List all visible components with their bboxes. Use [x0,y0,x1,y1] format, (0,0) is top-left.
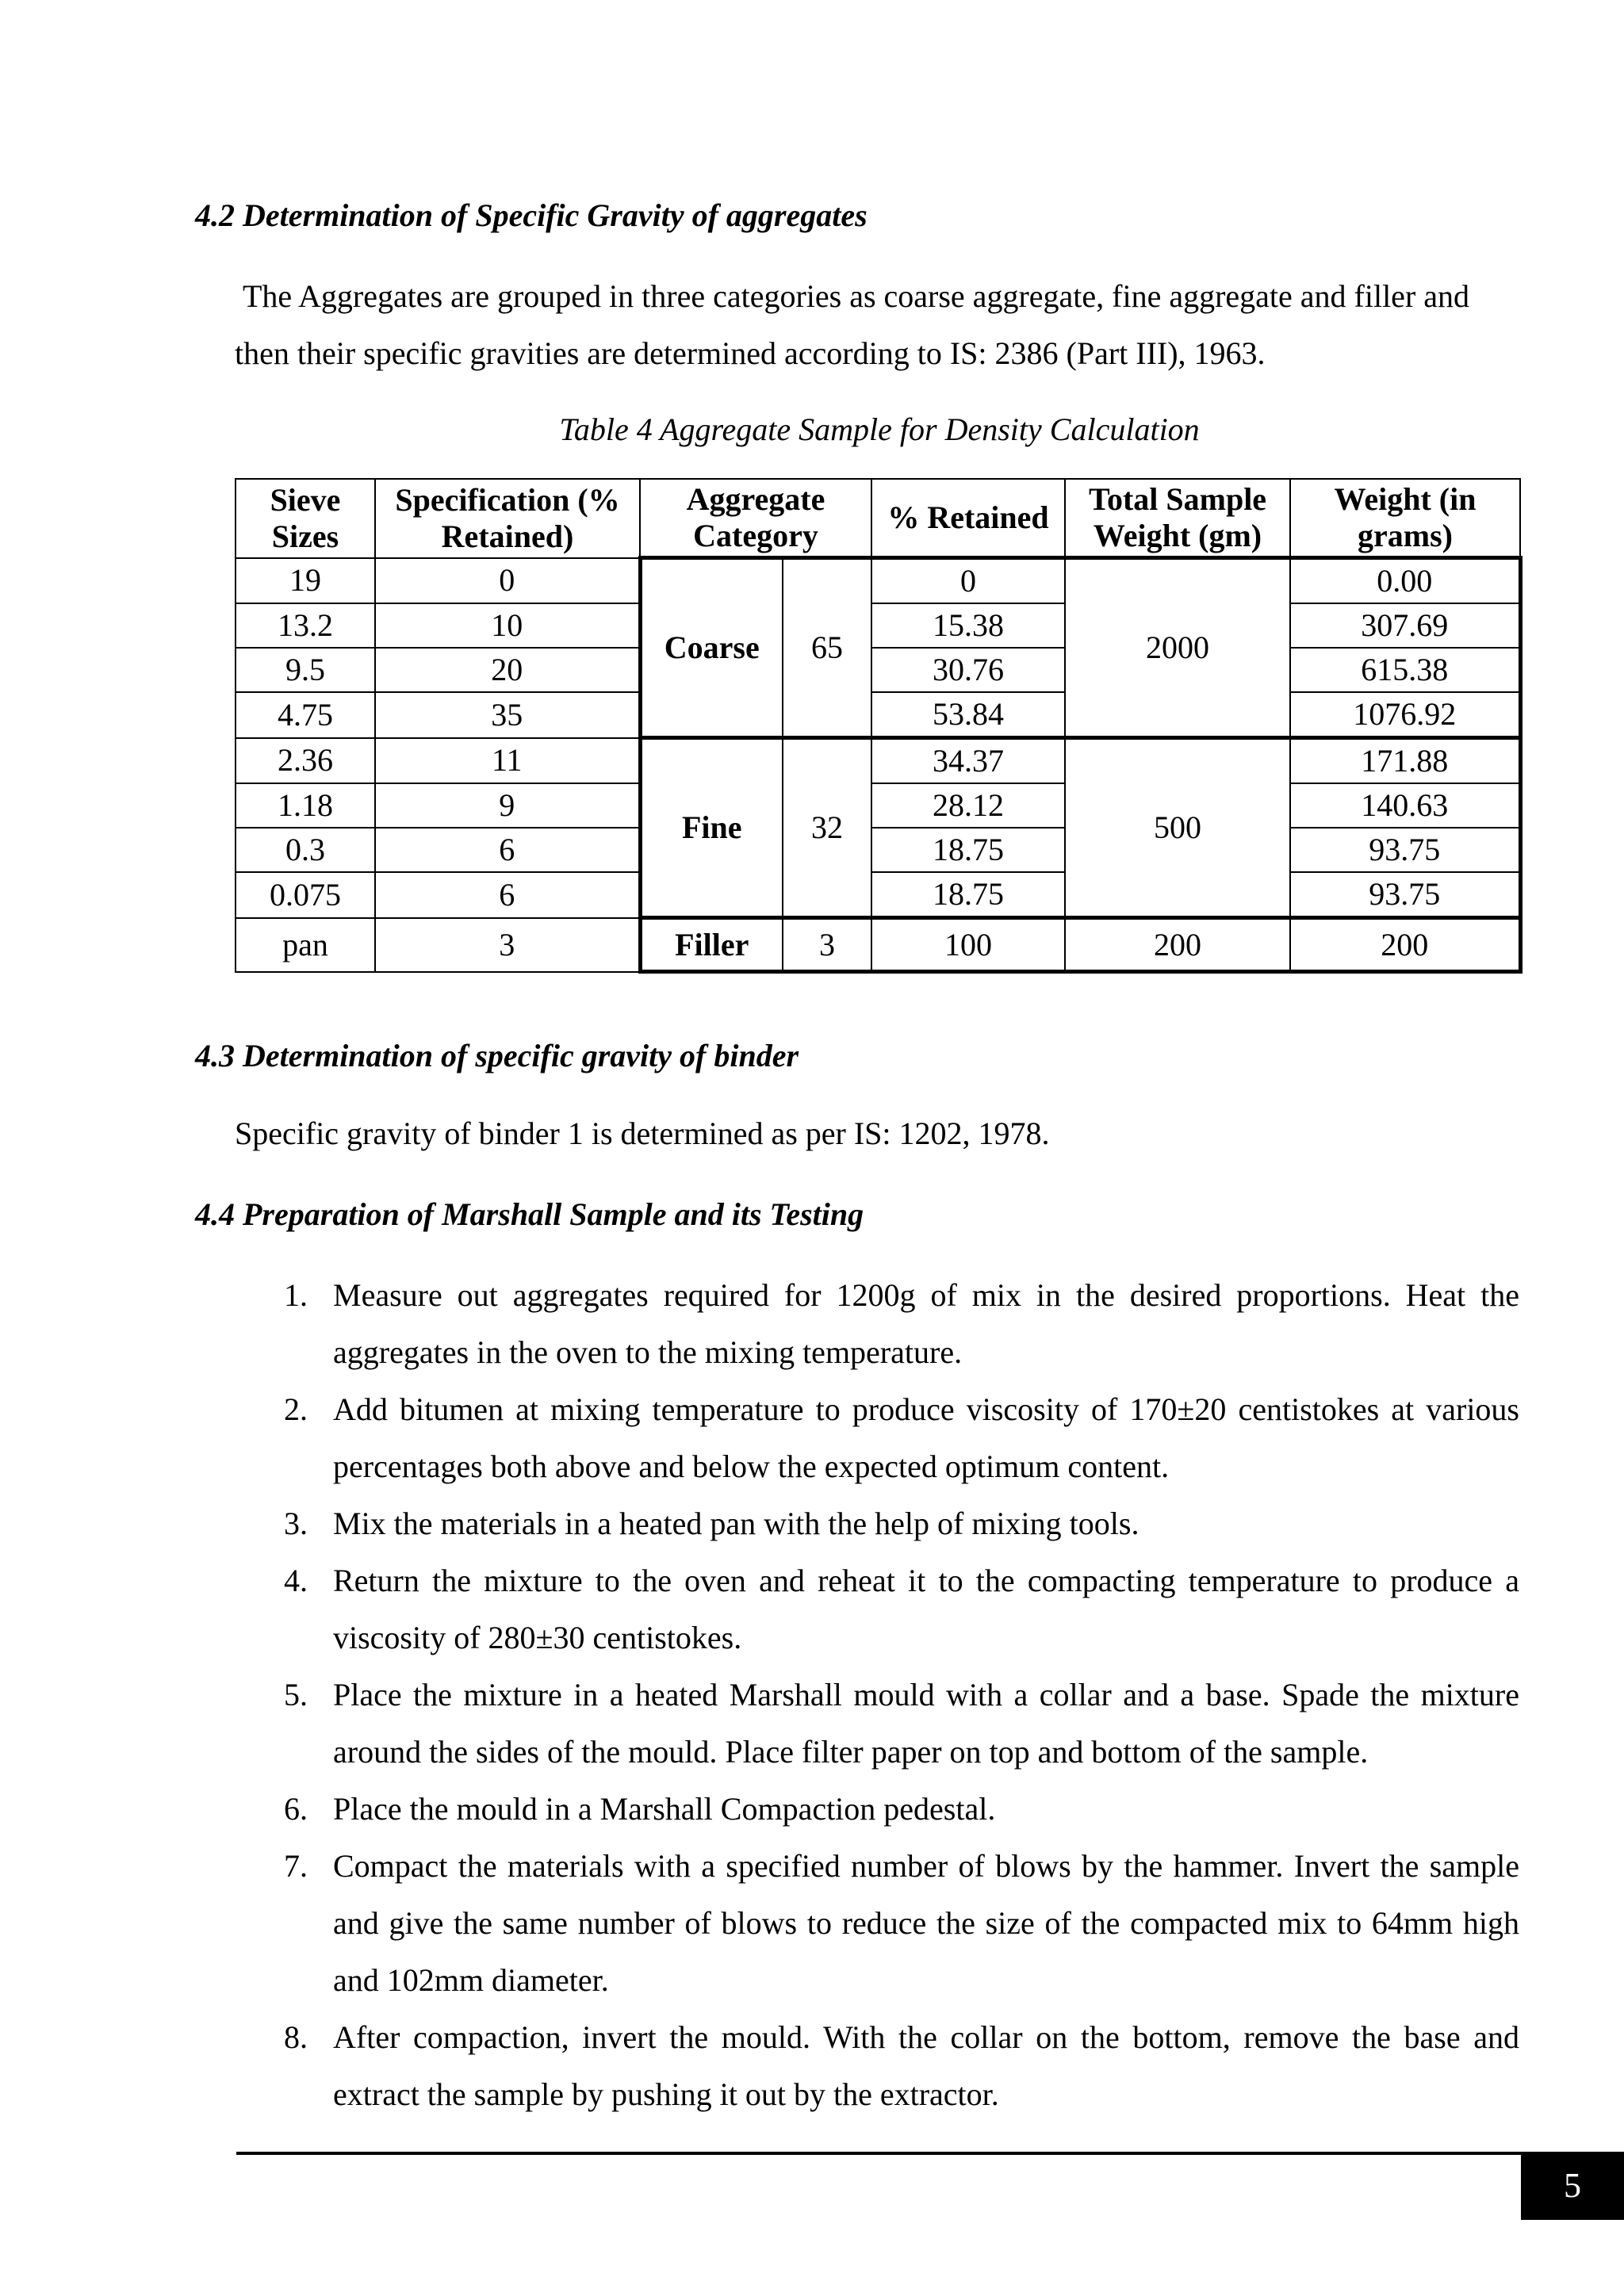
spec-cell: 6 [375,872,640,918]
weight-cell: 93.75 [1290,872,1520,918]
sieve-cell: pan [236,918,375,972]
sieve-cell: 4.75 [236,692,375,738]
step-number: 5. [284,1677,308,1712]
list-item [284,1267,1519,1381]
list-item [284,2009,1519,2123]
spec-cell: 3 [375,918,640,972]
section-4-2-line-1: The Aggregates are grouped in three categories as coarse aggregate, fine aggregate and filler and [243,278,1470,314]
filler-label-cell: Filler [640,918,783,972]
weight-cell: 1076.92 [1290,692,1520,738]
filler-percent-cell: 3 [783,918,871,972]
sieve-cell: 0.075 [236,872,375,918]
step-number: 2. [284,1391,308,1427]
table-row [236,603,1520,648]
weight-cell: 0.00 [1290,558,1520,604]
table-row [236,558,1520,604]
retained-cell: 28.12 [871,783,1065,828]
weight-cell: 307.69 [1290,603,1520,648]
marshall-steps-list [284,1267,1519,2123]
section-4-4-heading: 4.4 Preparation of Marshall Sample and its Testing [195,1196,864,1232]
list-item [284,1781,1519,1838]
table-header-row [236,479,1520,558]
retained-cell: 100 [871,918,1065,972]
step-text: Place the mould in a Marshall Compaction pedestal. [333,1791,996,1827]
section-4-3-heading: 4.3 Determination of specific gravity of binder [195,1038,799,1073]
retained-cell: 30.76 [871,648,1065,692]
table-row [236,648,1520,692]
step-text: Place the mixture in a heated Marshall mould with a collar and a base. Spade the mixture around the sides of the mould. Place filter paper on top and bottom of the sample. [333,1677,1519,1770]
section-4-3-paragraph: Specific gravity of binder 1 is determined as per IS: 1202, 1978. [235,1115,1050,1151]
header-weight: Weight (in grams) [1290,479,1520,558]
sieve-cell: 2.36 [236,738,375,784]
step-text: Add bitumen at mixing temperature to produce viscosity of 170±20 centistokes at various percentages both above and below the expected optimum content. [333,1391,1519,1484]
sieve-cell: 1.18 [236,783,375,828]
table-row [236,918,1520,972]
header-specification: Specification (% Retained) [375,479,640,558]
step-number: 8. [284,2019,308,2055]
step-text: Return the mixture to the oven and reheat it to the compacting temperature to produce a viscosity of 280±30 centistokes. [333,1563,1519,1655]
step-number: 6. [284,1791,308,1827]
coarse-percent-cell: 65 [783,558,871,738]
spec-cell: 10 [375,603,640,648]
list-item [284,1838,1519,2009]
step-text: Compact the materials with a specified number of blows by the hammer. Invert the sample and give the same number of blows to reduce the size of the compacted mix to 64mm high and 102mm diameter. [333,1848,1519,1998]
sieve-cell: 9.5 [236,648,375,692]
spec-cell: 9 [375,783,640,828]
header-aggregate-category: Aggregate Category [640,479,871,558]
footer-rule [236,2152,1521,2155]
list-item [284,1381,1519,1495]
list-item [284,1667,1519,1781]
sieve-cell: 19 [236,558,375,604]
section-4-2-paragraph [235,268,1519,382]
spec-cell: 6 [375,828,640,872]
retained-cell: 34.37 [871,738,1065,784]
spec-cell: 11 [375,738,640,784]
retained-cell: 15.38 [871,603,1065,648]
retained-cell: 18.75 [871,828,1065,872]
step-text: After compaction, invert the mould. With the collar on the bottom, remove the base and extract the sample by pushing it out by the extractor. [333,2019,1519,2112]
header-percent-retained: % Retained [871,479,1065,558]
step-text: Mix the materials in a heated pan with the help of mixing tools. [333,1506,1139,1541]
fine-percent-cell: 32 [783,738,871,918]
step-number: 7. [284,1848,308,1884]
weight-cell: 93.75 [1290,828,1520,872]
section-4-2-line-2: then their specific gravities are determined according to IS: 2386 (Part III), 1963. [235,335,1266,371]
sieve-cell: 0.3 [236,828,375,872]
fine-label-cell: Fine [640,738,783,918]
table-caption: Table 4 Aggregate Sample for Density Calculation [559,411,1200,447]
step-number: 1. [284,1277,308,1313]
retained-cell: 53.84 [871,692,1065,738]
filler-total-cell: 200 [1065,918,1290,972]
spec-cell: 35 [375,692,640,738]
weight-cell: 140.63 [1290,783,1520,828]
list-item [284,1552,1519,1667]
fine-total-cell: 500 [1065,738,1290,918]
table-row [236,738,1520,784]
sieve-cell: 13.2 [236,603,375,648]
step-number: 4. [284,1563,308,1598]
retained-cell: 18.75 [871,872,1065,918]
coarse-label-cell: Coarse [640,558,783,738]
table-row [236,692,1520,738]
table-row [236,783,1520,828]
header-sieve-sizes: Sieve Sizes [236,479,375,558]
header-total-sample-weight: Total Sample Weight (gm) [1065,479,1290,558]
page-number: 5 [1521,2152,1624,2220]
retained-cell: 0 [871,558,1065,604]
aggregate-table [235,478,1522,974]
weight-cell: 615.38 [1290,648,1520,692]
table-row [236,828,1520,872]
spec-cell: 0 [375,558,640,604]
weight-cell: 200 [1290,918,1520,972]
coarse-total-cell: 2000 [1065,558,1290,738]
spec-cell: 20 [375,648,640,692]
step-text: Measure out aggregates required for 1200g of mix in the desired proportions. Heat the aggregates in the oven to the mixing temperature. [333,1277,1519,1370]
weight-cell: 171.88 [1290,738,1520,784]
table-row [236,872,1520,918]
step-number: 3. [284,1506,308,1541]
list-item [284,1495,1519,1552]
section-4-2-heading: 4.2 Determination of Specific Gravity of aggregates [195,197,868,233]
